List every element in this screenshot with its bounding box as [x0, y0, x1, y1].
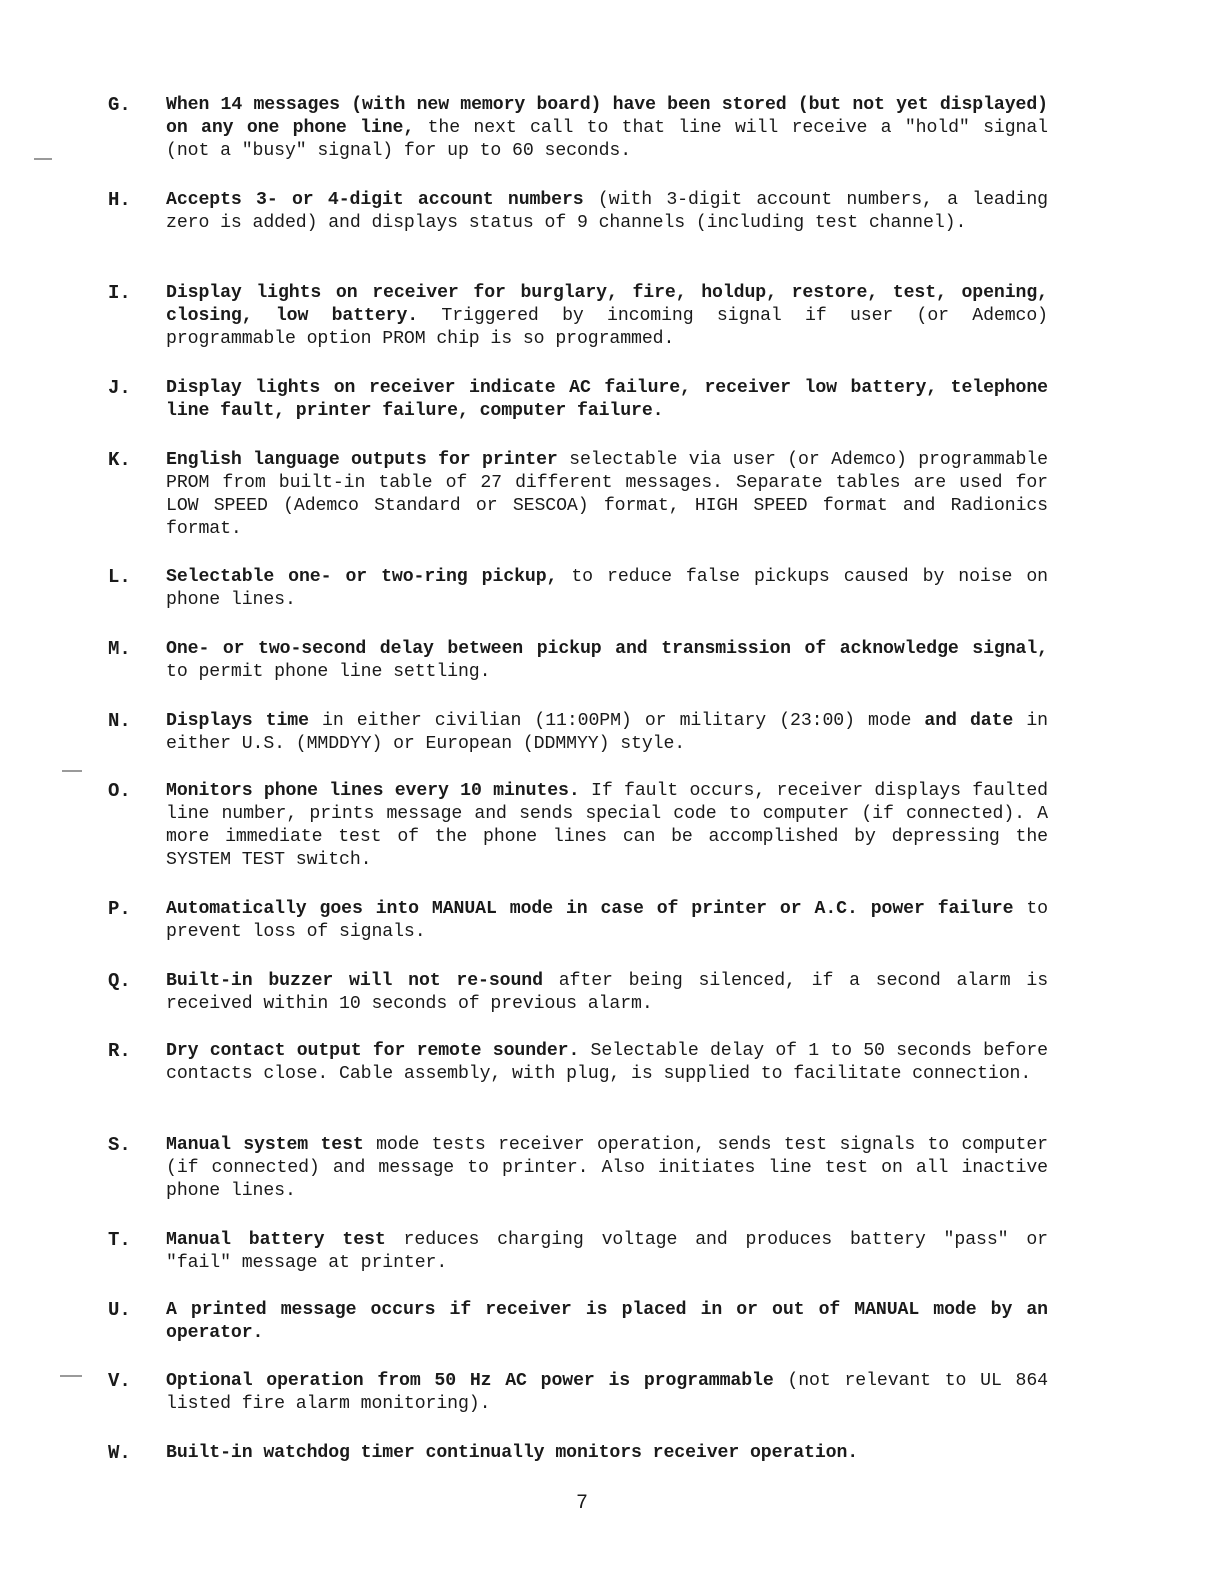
item-letter: J.	[108, 377, 131, 399]
item-letter: I.	[108, 282, 131, 304]
item-letter: O.	[108, 780, 131, 802]
item-letter: T.	[108, 1229, 131, 1251]
item-text: Optional operation from 50 Hz AC power is programmable (not relevant to UL 864 listed fire alarm monitoring).	[166, 1371, 1048, 1414]
page-number: 7	[575, 1492, 588, 1515]
item-text: A printed message occurs if receiver is placed in or out of MANUAL mode by an operator.	[166, 1300, 1048, 1343]
item-letter: K.	[108, 449, 131, 471]
item-letter: V.	[108, 1370, 131, 1392]
scan-mark	[34, 158, 52, 160]
item-text: English language outputs for printer selectable via user (or Ademco) programmable PROM from built-in table of 27 different messages. Separate tables are used for LOW SPEED (Ademco Standard or SESCOA) format, HIGH SPEED format and Radionics format.	[166, 450, 1048, 539]
item-text: Selectable one- or two-ring pickup, to reduce false pickups caused by noise on phone lines.	[166, 567, 1048, 610]
item-letter: G.	[108, 94, 131, 116]
item-letter: N.	[108, 710, 131, 732]
item-letter: R.	[108, 1040, 131, 1062]
item-text: Dry contact output for remote sounder. Selectable delay of 1 to 50 seconds before contacts close. Cable assembly, with plug, is supplied to facilitate connection.	[166, 1041, 1048, 1084]
item-text: When 14 messages (with new memory board) have been stored (but not yet displayed) on any one phone line, the next call to that line will receive a "hold" signal (not a "busy" signal) for up to 60 seconds.	[166, 95, 1048, 161]
item-text: Monitors phone lines every 10 minutes. If fault occurs, receiver displays faulted line number, prints message and sends special code to computer (if connected). A more immediate test of the phone lines can be accomplished by depressing the SYSTEM TEST switch.	[166, 781, 1048, 870]
item-letter: W.	[108, 1442, 131, 1464]
item-letter: H.	[108, 189, 131, 211]
item-text: Built-in buzzer will not re-sound after being silenced, if a second alarm is received within 10 seconds of previous alarm.	[166, 971, 1049, 1014]
item-text: Accepts 3- or 4-digit account numbers (with 3-digit account numbers, a leading zero is added) and displays status of 9 channels (including test channel).	[166, 190, 1048, 233]
scan-mark	[62, 770, 82, 772]
item-text: Automatically goes into MANUAL mode in case of printer or A.C. power failure to prevent loss of signals.	[166, 899, 1048, 942]
item-letter: U.	[108, 1299, 131, 1321]
item-text: Displays time in either civilian (11:00PM) or military (23:00) mode and date in either U.S. (MMDDYY) or European (DDMMYY) style.	[166, 711, 1048, 754]
item-letter: S.	[108, 1134, 131, 1156]
item-text: Manual system test mode tests receiver operation, sends test signals to computer (if connected) and message to printer. Also initiates line test on all inactive phone lines.	[166, 1135, 1048, 1201]
item-text: Display lights on receiver for burglary, fire, holdup, restore, test, opening, closing, low battery. Triggered by incoming signal if user (or Ademco) programmable option PROM chip is so programmed.	[166, 283, 1048, 349]
scan-mark	[60, 1375, 82, 1377]
item-letter: Q.	[108, 970, 131, 992]
item-text: Manual battery test reduces charging voltage and produces battery "pass" or "fail" message at printer.	[166, 1230, 1048, 1273]
item-text: One- or two-second delay between pickup and transmission of acknowledge signal, to permit phone line settling.	[166, 639, 1048, 682]
item-letter: L.	[108, 566, 131, 588]
item-letter: P.	[108, 898, 131, 920]
item-text: Display lights on receiver indicate AC failure, receiver low battery, telephone line fault, printer failure, computer failure.	[166, 378, 1048, 421]
item-text: Built-in watchdog timer continually monitors receiver operation.	[166, 1443, 859, 1463]
item-letter: M.	[108, 638, 131, 660]
